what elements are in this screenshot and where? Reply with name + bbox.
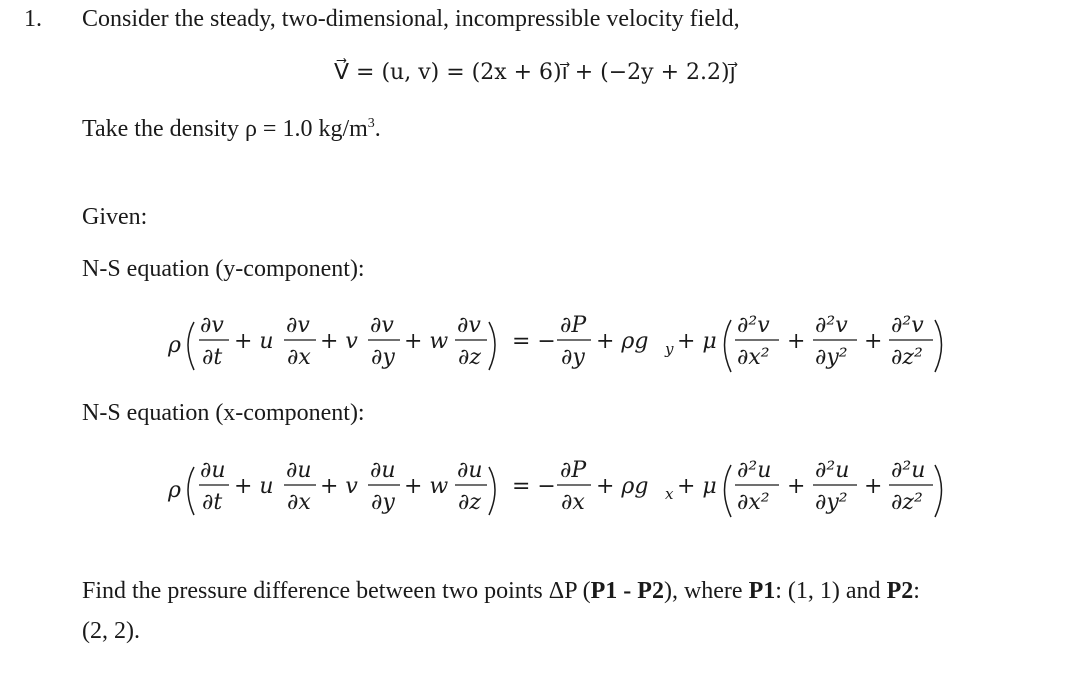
frac-den: ∂y² [815, 490, 848, 515]
left-paren [725, 465, 732, 517]
find-mid: ), where [663, 578, 749, 604]
coef-v: + v [320, 474, 358, 499]
right-paren [935, 465, 942, 517]
ns-y-label: N-S equation (y-component): [82, 256, 365, 282]
find-statement [82, 578, 920, 605]
left-paren [188, 467, 194, 515]
point-2-label: P2 [886, 578, 914, 604]
frac-num: ∂²v [737, 313, 770, 338]
frac-num: ∂u [200, 458, 226, 483]
right-paren [489, 467, 495, 515]
frac-num: ∂²u [737, 458, 772, 483]
coef-w: + w [404, 474, 449, 499]
right-paren [935, 320, 942, 372]
point-2-coords: (2, 2). [82, 618, 140, 644]
density-text: Take the density ρ = 1.0 kg/m [82, 116, 368, 142]
mu-term: + μ [677, 329, 717, 354]
equals-minus: = − [512, 329, 556, 354]
coef-u: + u [234, 474, 274, 499]
frac-num: ∂v [286, 313, 310, 338]
pressure-diff-points: P1 - P2 [590, 578, 664, 604]
frac-num: ∂u [457, 458, 483, 483]
find-prefix: Find the pressure difference between two points ΔP ( [82, 578, 591, 604]
point-2-colon: : [913, 578, 920, 604]
frac-num: ∂²v [815, 313, 848, 338]
velocity-field-equation: V⃗ = (u, v) = (2x + 6)ı⃗ + (−2y + 2.2)ȷ⃗ [334, 60, 736, 85]
frac-num: ∂²u [815, 458, 850, 483]
given-label: Given: [82, 204, 148, 230]
left-paren [725, 320, 732, 372]
density-suffix: . [374, 116, 381, 142]
coef-u: + u [234, 329, 274, 354]
plus-sign: + [864, 329, 883, 354]
point-1-label: P1 [748, 578, 776, 604]
question-intro: Consider the steady, two-dimensional, incompressible velocity field, [82, 6, 740, 32]
rho-symbol: ρ [168, 333, 181, 358]
coef-w: + w [404, 329, 449, 354]
gravity-subscript: y [665, 340, 674, 358]
equals-minus: = − [512, 474, 556, 499]
plus-sign: + [864, 474, 883, 499]
mu-term: + μ [677, 474, 717, 499]
gravity-term: + ρg [596, 329, 649, 354]
frac-den: ∂x [287, 490, 311, 515]
plus-sign: + [787, 474, 806, 499]
frac-den: ∂y [371, 490, 395, 515]
ns-x-equation [0, 445, 1089, 535]
frac-den: ∂x [561, 490, 585, 515]
point-1-coords: : (1, 1) and [775, 578, 887, 604]
frac-num: ∂²u [891, 458, 926, 483]
frac-num: ∂P [560, 458, 587, 483]
frac-den: ∂z [458, 345, 481, 370]
frac-num: ∂u [370, 458, 396, 483]
frac-num: ∂²v [891, 313, 924, 338]
ns-x-label: N-S equation (x-component): [82, 400, 365, 426]
frac-num: ∂v [457, 313, 481, 338]
frac-num: ∂u [286, 458, 312, 483]
left-paren [188, 322, 194, 370]
frac-den: ∂x² [737, 490, 770, 515]
density-exponent: 3 [367, 116, 375, 131]
coef-v: + v [320, 329, 358, 354]
gravity-term: + ρg [596, 474, 649, 499]
frac-den: ∂z [458, 490, 481, 515]
frac-den: ∂y² [815, 345, 848, 370]
gravity-subscript: x [665, 485, 674, 503]
frac-num: ∂v [370, 313, 394, 338]
frac-den: ∂z² [891, 345, 923, 370]
right-paren [489, 322, 495, 370]
rho-symbol: ρ [168, 478, 181, 503]
frac-num: ∂P [560, 313, 587, 338]
frac-den: ∂z² [891, 490, 923, 515]
density-statement [82, 116, 381, 143]
frac-den: ∂x [287, 345, 311, 370]
plus-sign: + [787, 329, 806, 354]
question-number: 1. [24, 6, 42, 32]
frac-den: ∂t [202, 345, 223, 370]
frac-den: ∂x² [737, 345, 770, 370]
frac-den: ∂y [371, 345, 395, 370]
frac-num: ∂v [200, 313, 224, 338]
frac-den: ∂y [561, 345, 585, 370]
ns-y-equation [0, 300, 1089, 390]
frac-den: ∂t [202, 490, 223, 515]
